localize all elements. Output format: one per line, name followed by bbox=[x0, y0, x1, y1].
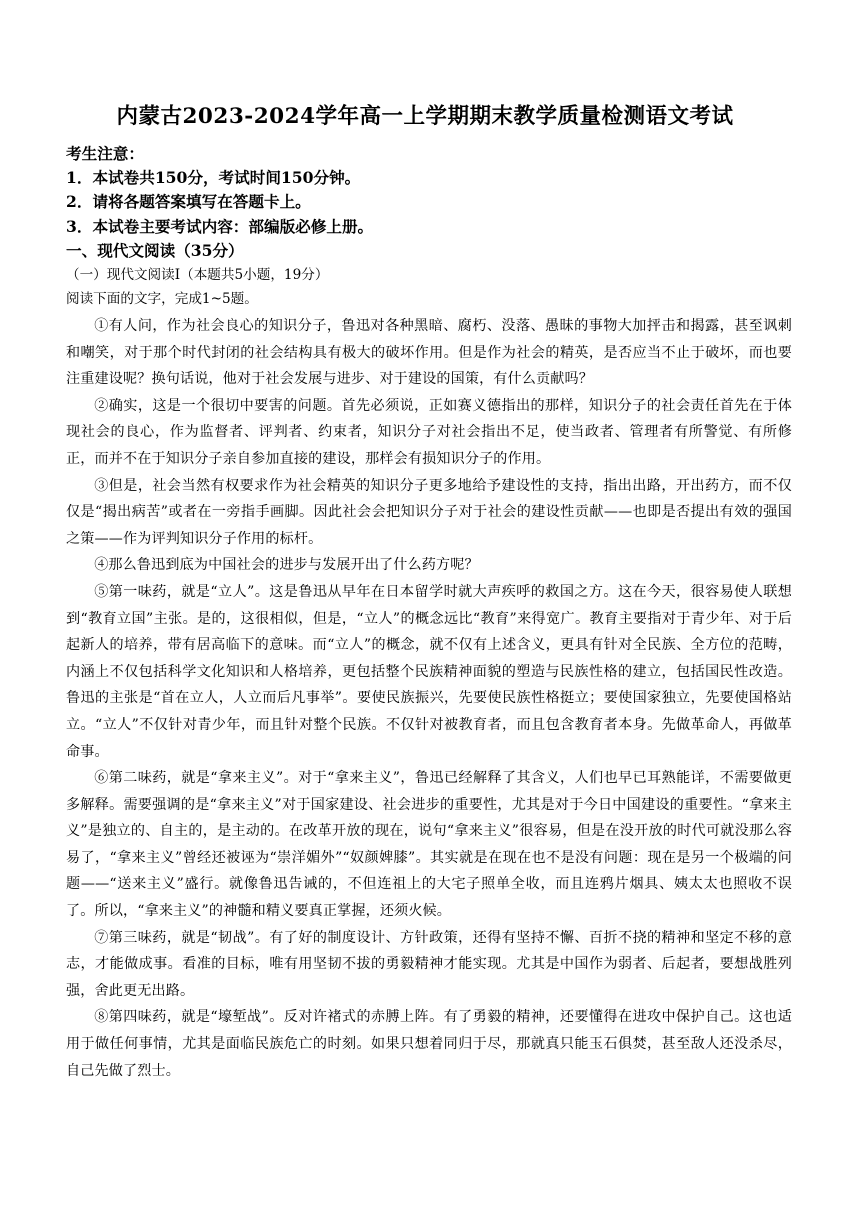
subsection-heading: （一）现代文阅读Ⅰ（本题共5小题，19分） bbox=[66, 267, 329, 284]
notice-block bbox=[66, 142, 792, 239]
passage-paragraph: ①有人问，作为社会良心的知识分子，鲁迅对各种黑暗、腐朽、没落、愚昧的事物大加抨击和揭露，甚至讽刺和嘲笑，对于那个时代封闭的社会结构具有极大的破坏作用。但是作为社会的精英，是否应当不止于破坏，而也要注重建设呢？换句话说，他对于社会发展与进步、对于建设的国策，有什么贡献吗？ bbox=[66, 318, 792, 388]
passage-paragraph: ③但是，社会当然有权要求作为社会精英的知识分子更多地给予建设性的支持，指出出路，开出药方，而不仅仅是“揭出病苦”或者在一旁指手画脚。因此社会会把知识分子对于社会的建设性贡献——也即是否提出有效的强国之策——作为评判知识分子作用的标杆。 bbox=[66, 477, 792, 547]
exam-page bbox=[66, 104, 792, 1084]
passage-paragraph: ②确实，这是一个很切中要害的问题。首先必须说，正如赛义德指出的那样，知识分子的社会责任首先在于体现社会的良心，作为监督者、评判者、约束者，知识分子对社会指出不足，使当政者、管理者有所警觉、有所修正，而并不在于知识分子亲自参加直接的建设，那样会有损知识分子的作用。 bbox=[66, 397, 792, 467]
notice-item: 3．本试卷主要考试内容：部编版必修上册。 bbox=[66, 216, 374, 236]
section-heading: 一、现代文阅读（35分） bbox=[66, 240, 244, 260]
notice-heading: 考生注意： bbox=[66, 144, 144, 163]
passage-paragraph: ⑥第二味药，就是“拿来主义”。对于“拿来主义”，鲁迅已经解释了其含义，人们也早已耳熟能详，不需要做更多解释。需要强调的是“拿来主义”对于国家建设、社会进步的重要性，尤其是对于今日中国建设的重要性。“拿来主义”是独立的、自主的，是主动的。在改革开放的现在，说句“拿来主义”很容易，但是在没开放的时代可就没那么容易了，“拿来主义”曾经还被诬为“崇洋媚外”“奴颜婢膝”。其实就是在现在也不是没有问题：现在是另一个极端的问题——“送来主义”盛行。就像鲁迅告诫的，不但连祖上的大宅子照单全收，而且连鸦片烟具、姨太太也照收不误了。所以，“拿来主义”的神髓和精义要真正掌握，还须火候。 bbox=[66, 770, 792, 920]
reading-instruction: 阅读下面的文字，完成1~5题。 bbox=[66, 291, 258, 308]
passage-paragraph: ④那么鲁迅到底为中国社会的进步与发展开出了什么药方呢？ bbox=[94, 557, 479, 574]
reading-passage bbox=[66, 313, 792, 1084]
passage-paragraph: ⑤第一味药，就是“立人”。这是鲁迅从早年在日本留学时就大声疾呼的救国之方。这在今天，很容易使人联想到“教育立国”主张。是的，这很相似，但是，“立人”的概念远比“教育”来得宽广。教育主要指对于青少年、对于后起新人的培养，带有居高临下的意味。而“立人”的概念，就不仅有上述含义，更具有针对全民族、全方位的范畴，内涵上不仅包括科学文化知识和人格培养，更包括整个民族精神面貌的塑造与民族性格的建立，包括国民性改造。鲁迅的主张是“首在立人，人立而后凡事举”。要使民族振兴，先要使民族性格挺立；要使国家独立，先要使国格站立。“立人”不仅针对青少年，而且针对整个民族。不仅针对被教育者，而且包含教育者本身。先做革命人，再做革命事。 bbox=[66, 583, 792, 760]
notice-item: 1．本试卷共150分，考试时间150分钟。 bbox=[66, 168, 361, 188]
notice-item: 2．请将各题答案填写在答题卡上。 bbox=[66, 192, 311, 212]
exam-title: 内蒙古2023-2024学年高一上学期期末教学质量检测语文考试 bbox=[116, 104, 734, 129]
passage-paragraph: ⑧第四味药，就是“壕堑战”。反对许褚式的赤膊上阵。有了勇毅的精神，还要懂得在进攻中保护自己。这也适用于做任何事情，尤其是面临民族危亡的时刻。如果只想着同归于尽，那就真只能玉石俱焚，甚至敌人还没杀尽，自己先做了烈士。 bbox=[66, 1009, 792, 1079]
passage-paragraph: ⑦第三味药，就是“韧战”。有了好的制度设计、方针政策，还得有坚持不懈、百折不挠的精神和坚定不移的意志，才能做成事。看准的目标，唯有用坚韧不拔的勇毅精神才能实现。尤其是中国作为弱者、后起者，要想战胜列强，舍此更无出路。 bbox=[66, 929, 792, 999]
